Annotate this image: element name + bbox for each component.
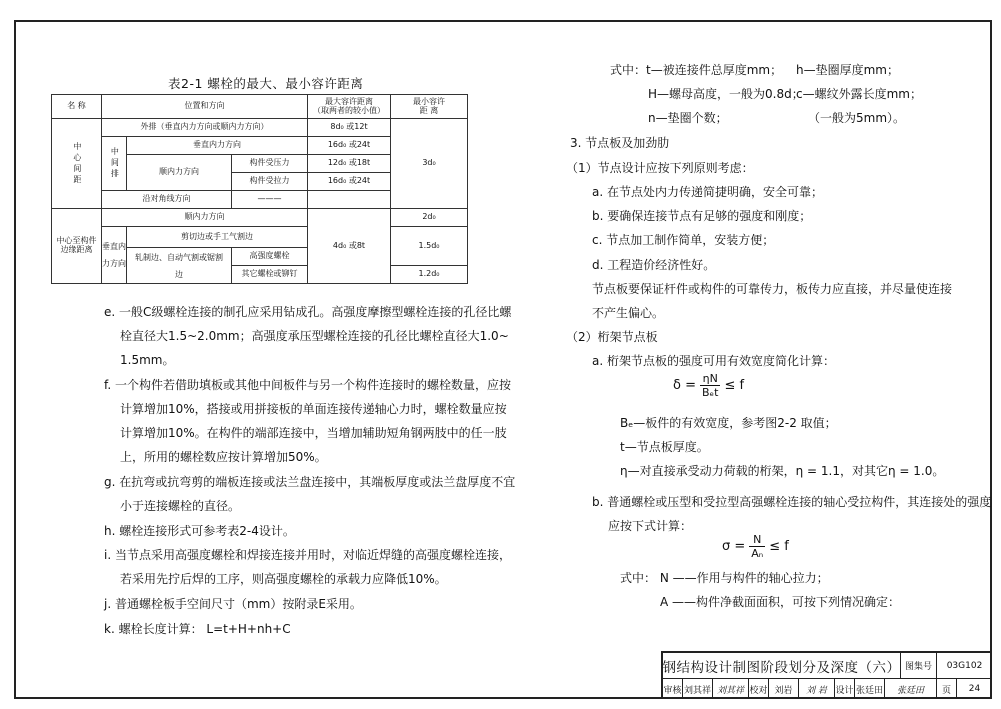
where-A: A ——构件净截面面积，可按下列情况确定： [660,595,901,609]
atlas-no-label: 图集号 [901,653,937,678]
header-max: 最大容许距离 （取两者的较小值） [308,95,391,119]
item-g-line2: 小于连接螺栓的直径。 [120,499,241,513]
item-f-line3: 计算增加10%。在构件的端部连接中，当增加辅助短角钢两肢中的任一肢 [120,426,507,440]
truss-gusset-a: a. 桁架节点板的强度可用有效宽度简化计算： [592,354,835,368]
formula-sigma-denominator: Aₙ [751,547,764,560]
row-compress: 构件受压力 [232,155,308,173]
item-i-line2: 若采用先拧后焊的工序，则高强度螺栓的承载力应降低10%。 [120,572,447,586]
formula-sigma-rhs: ≤ f [769,539,789,554]
designer-signature: 张廷田 [885,679,937,699]
where-H: H—螺母高度，一般为0.8d； [648,87,804,101]
formula-sigma-lhs: σ = [722,539,746,554]
section-3-heading: 3. 节点板及加劲肋 [570,136,670,150]
center-min: 3d₀ [391,119,468,209]
table-title: 表2-1 螺栓的最大、最小容许距离 [168,76,364,91]
bolt-spacing-table [51,94,468,284]
principle-c: c. 节点加工制作简单，安装方便； [592,233,775,247]
item-h: h. 螺栓连接形式可参考表2-4设计。 [104,524,295,538]
designer-name: 张廷田 [855,679,885,699]
header-name: 名 称 [52,95,102,119]
row-cut: 剪切边或手工气割边 [127,227,308,248]
title-block-row1 [663,653,992,679]
row-tension: 构件受拉力 [232,173,308,191]
row-diagonal-max: ——— [232,191,308,209]
row-edge-along-min: 2d₀ [391,209,468,227]
row-tension-max: 16d₀ 或24t [308,173,391,191]
item-f-line2: 计算增加10%，搭接或用拼接板的单面连接传递轴心力时，螺栓数量应按 [120,402,507,416]
formula-sigma-fraction [749,533,765,560]
item-g-line1: g. 在抗弯或抗弯剪的端板连接或法兰盘连接中，其端板厚度或法兰盘厚度不宜 [104,475,516,489]
where-n: n—垫圈个数； [648,111,728,125]
row-high: 高强度螺栓 [232,248,308,266]
formula-delta-rhs: ≤ f [724,378,745,393]
formula-delta [673,372,744,399]
def-eta: η—对直接承受动力荷载的桁架，η = 1.1，对其它η = 1.0。 [620,464,945,478]
group-edge-distance: 中心至构件边缘距离 [52,209,102,284]
title-block-row2 [663,679,992,699]
row-outer: 外排（垂直内力方向或顺内力方向） [102,119,308,137]
where-N: 式中： N ——作用与构件的轴心拉力； [620,571,829,585]
formula-delta-denominator: Bₑt [701,386,719,399]
def-be: Bₑ—板件的有效宽度，参考图2-2 取值； [620,416,837,430]
row-rolled: 轧制边、自动气割或锯割边 [127,248,232,284]
design-label: 设计 [835,679,855,699]
page-label: 页 [937,679,957,699]
edge-max: 4d₀ 或8t [308,209,391,284]
gusset-note-line2: 不产生偏心。 [592,306,665,320]
where-c: c—螺纹外露长度mm； [796,87,922,101]
middle-rows-label: 中间排 [102,137,127,191]
section-3-1-heading: （1）节点设计应按下列原则考虑： [566,161,754,175]
item-j: j. 普通螺栓板手空间尺寸（mm）按附录E采用。 [104,597,362,611]
row-other: 其它螺栓或铆钉 [232,266,308,284]
row-vertical-max: 16d₀ 或24t [308,137,391,155]
page-number: 24 [968,684,981,694]
item-k: k. 螺栓长度计算： L=t+H+nh+C [104,622,291,636]
header-position: 位置和方向 [102,95,308,119]
principle-b: b. 要确保连接节点有足够的强度和刚度； [592,209,812,223]
principle-d: d. 工程造价经济性好。 [592,258,716,272]
group-center-spacing: 中心间距 [52,119,102,209]
row-compress-max: 12d₀ 或18t [308,155,391,173]
item-e-line1: e. 一般C级螺栓连接的制孔应采用钻成孔。高强度摩擦型螺栓连接的孔径比螺 [104,305,512,319]
item-f-line1: f. 一个构件若借助填板或其他中间板件与另一个构件连接时的螺栓数量，应按 [104,378,511,392]
principle-a: a. 在节点处内力传递简捷明确，安全可靠； [592,185,823,199]
gusset-note-line1: 节点板要保证杆件或构件的可靠传力，板传力应直接，并尽量使连接 [592,282,953,296]
reviewer-signature: 刘其祥 [713,679,749,699]
title-block [661,651,992,699]
formula-sigma [722,533,789,560]
formula-delta-lhs: δ = [673,378,696,393]
section-3-2-heading: （2）桁架节点板 [566,330,658,344]
atlas-no: 03G102 [946,660,983,671]
row-edge-vertical: 垂直内力方向 [102,227,127,284]
row-outer-max: 8d₀ 或12t [308,119,391,137]
row-edge-along: 顺内力方向 [102,209,308,227]
where-t: 式中：t—被连接件总厚度mm； [610,63,783,77]
item-f-line4: 上，所用的螺栓数应按计算增加50%。 [120,450,327,464]
checker-name: 刘岩 [769,679,799,699]
checker-signature: 刘 岩 [799,679,835,699]
check-label: 校对 [749,679,769,699]
drawing-title: 钢结构设计制图阶段划分及深度（六） [663,653,901,678]
where-c-default: （一般为5mm）。 [808,111,906,125]
row-along: 顺内力方向 [127,155,232,191]
reviewer-name: 刘其祥 [683,679,713,699]
item-e-line3: 1.5mm。 [120,353,175,367]
where-h: h—垫圈厚度mm； [796,63,899,77]
row-other-min: 1.2d₀ [391,266,468,284]
row-diagonal: 沿对角线方向 [102,191,232,209]
review-label: 审核 [663,679,683,699]
item-e-line2: 栓直径大1.5~2.0mm；高强度承压型螺栓连接的孔径比螺栓直径大1.0~ [120,329,509,343]
formula-sigma-numerator: N [749,533,765,547]
formula-delta-fraction [700,372,720,399]
row-vertical: 垂直内力方向 [127,137,308,155]
truss-gusset-b-line2: 应按下式计算： [608,519,693,533]
row-cut-min: 1.5d₀ [391,227,468,266]
item-i-line1: i. 当节点采用高强度螺栓和焊接连接并用时，对临近焊缝的高强度螺栓连接， [104,548,511,562]
formula-delta-numerator: ηN [700,372,720,386]
truss-gusset-b-line1: b. 普通螺栓或压型和受拉型高强螺栓连接的轴心受拉构件，其连接处的强度 [592,495,992,509]
def-t: t—节点板厚度。 [620,440,709,454]
header-min: 最小容许 距 离 [391,95,468,119]
